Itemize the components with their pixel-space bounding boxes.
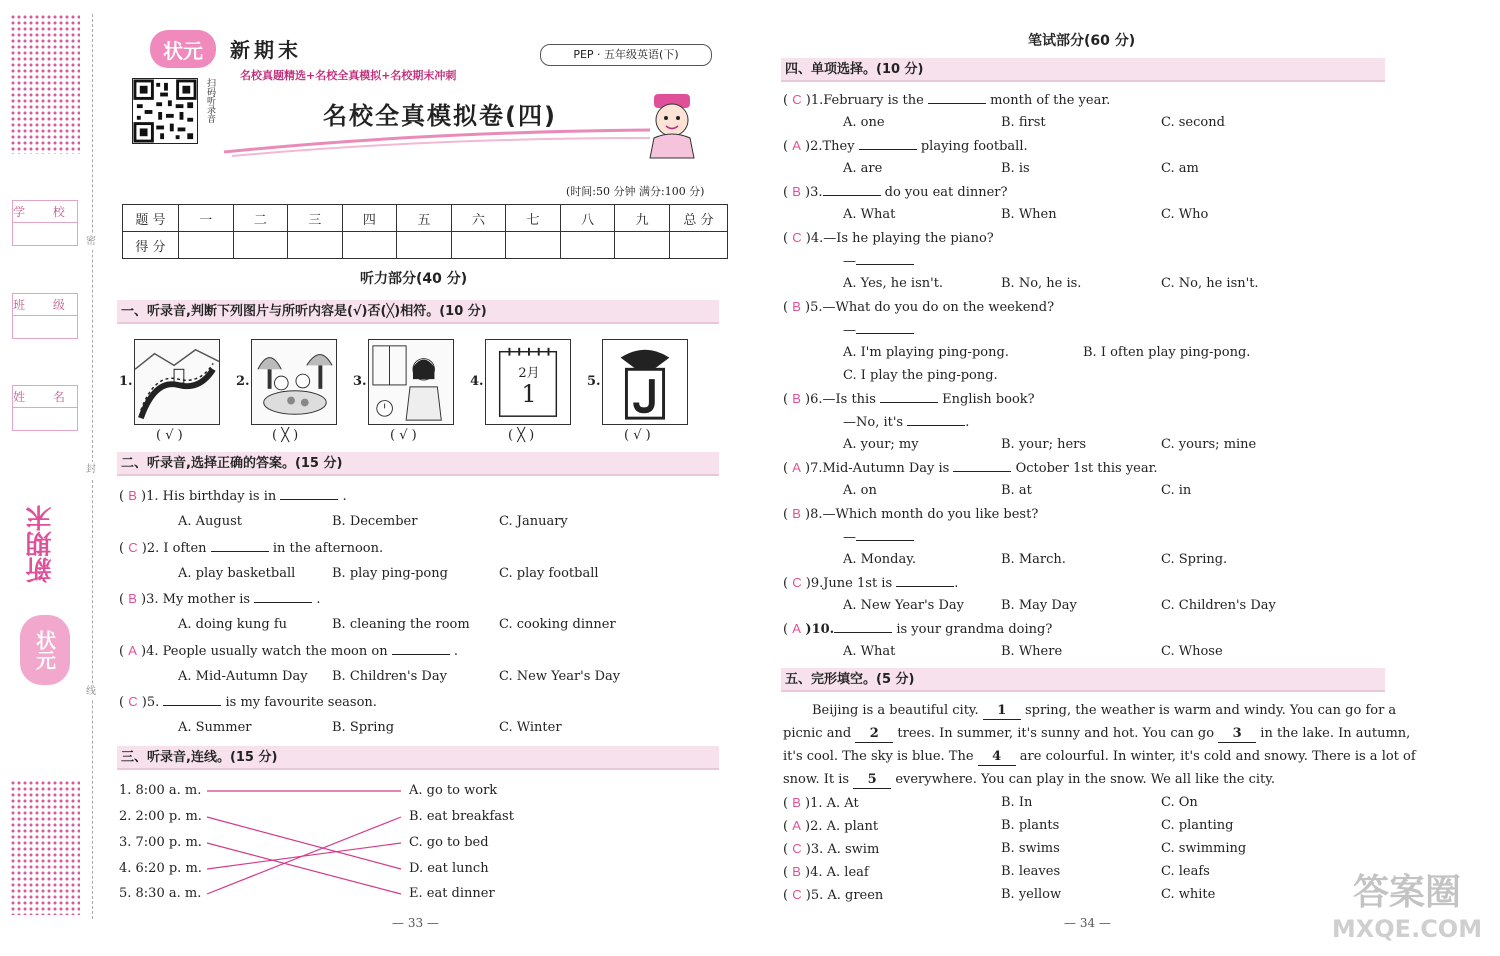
question-line bbox=[843, 414, 969, 431]
score-header-cell: 八 bbox=[560, 205, 615, 232]
question-stem bbox=[783, 391, 1035, 408]
question-stem bbox=[783, 460, 1158, 477]
option: A. At bbox=[826, 796, 859, 811]
pic-number: 2. bbox=[236, 374, 250, 389]
score-header-cell: 题 号 bbox=[123, 205, 179, 232]
answer-paren: ( bbox=[783, 819, 793, 834]
answer-choice: C bbox=[792, 841, 802, 856]
seal-mark-mi: 密 bbox=[86, 234, 96, 250]
question-number: )2. bbox=[137, 540, 164, 556]
seal-mark-xian: 线 bbox=[86, 684, 96, 700]
option: A. doing kung fu bbox=[178, 617, 288, 632]
option: C. On bbox=[1161, 795, 1198, 810]
passage-text: it's cool. The sky is blue. The bbox=[783, 749, 978, 764]
answer-paren: ( bbox=[119, 592, 129, 607]
option: B. March. bbox=[1001, 552, 1066, 567]
answer-choice: C bbox=[128, 539, 138, 555]
question-text: —Is this bbox=[822, 392, 880, 407]
activity-item: A. go to work bbox=[409, 783, 498, 798]
match-line bbox=[207, 817, 401, 869]
question-number: )9. bbox=[801, 576, 824, 591]
passage-line bbox=[783, 726, 1410, 743]
question-number: )3. bbox=[801, 842, 828, 857]
question-stem bbox=[783, 299, 1054, 316]
question-text: month of the year. bbox=[985, 93, 1111, 108]
option: A. Yes, he isn't. bbox=[843, 276, 944, 291]
question-text: His birthday is in bbox=[162, 489, 281, 504]
option: C. cooking dinner bbox=[499, 617, 616, 632]
watermark-top-text: 答案圈 bbox=[1352, 872, 1461, 913]
answer-choice: B bbox=[792, 795, 801, 810]
pic-answer: ( √ ) bbox=[624, 428, 651, 443]
question-text: —No, it's bbox=[843, 415, 908, 430]
activity-item: C. go to bed bbox=[409, 835, 489, 850]
question-text: English book? bbox=[938, 392, 1035, 407]
option: B. When bbox=[1001, 207, 1057, 222]
answer-paren: ( bbox=[783, 507, 793, 522]
scan-hint: 扫码听录音 bbox=[205, 78, 215, 123]
section1-title: 一、听录音,判断下列图片与所听内容是(√)否(╳)相符。(10 分) bbox=[117, 300, 719, 324]
question-stem bbox=[783, 92, 1110, 109]
answer-choice: C bbox=[792, 575, 802, 590]
option: B. plants bbox=[1001, 818, 1060, 833]
option: B. yellow bbox=[1001, 887, 1062, 902]
question-text: People usually watch the moon on bbox=[162, 643, 392, 659]
answer-blank[interactable] bbox=[823, 184, 881, 196]
answer-blank[interactable] bbox=[928, 92, 986, 104]
cloze-blank[interactable]: 5 bbox=[853, 772, 891, 789]
answer-paren: ( bbox=[119, 695, 129, 710]
time-item: 5. 8:30 a. m. bbox=[119, 886, 202, 901]
question-line bbox=[843, 322, 914, 339]
answer-choice: C bbox=[792, 230, 802, 245]
question-number: )3. bbox=[136, 592, 163, 607]
option: A. your; my bbox=[843, 437, 919, 452]
option: B. May Day bbox=[1001, 598, 1077, 613]
answer-choice: B bbox=[792, 299, 801, 314]
option: C. in bbox=[1161, 483, 1192, 498]
answer-paren: ( bbox=[783, 93, 793, 108]
pic-number: 5. bbox=[587, 374, 601, 389]
side-logo-text: 状元 bbox=[32, 630, 57, 670]
option: C. New Year's Day bbox=[499, 668, 621, 684]
time-item: 1. 8:00 a. m. bbox=[119, 783, 202, 798]
question-text: My mother is bbox=[162, 592, 255, 607]
answer-paren: ( bbox=[783, 888, 793, 903]
passage-line bbox=[783, 749, 1416, 766]
cloze-blank[interactable]: 4 bbox=[978, 749, 1016, 766]
page-number-right: — 34 — bbox=[1064, 916, 1111, 930]
question-text: June 1st is bbox=[823, 576, 897, 591]
question-stem bbox=[783, 138, 1028, 155]
answer-paren: ( bbox=[783, 576, 793, 591]
option: A. Mid-Autumn Day bbox=[178, 668, 308, 684]
pic-answer: ( ╳ ) bbox=[508, 428, 535, 443]
time-item: 3. 7:00 p. m. bbox=[119, 835, 202, 850]
option: A. green bbox=[827, 888, 884, 903]
written-part-title: 笔试部分(60 分) bbox=[1028, 33, 1136, 49]
question-text: playing football. bbox=[916, 139, 1028, 154]
answer-paren: ( bbox=[783, 185, 793, 200]
passage-text: Beijing is a beautiful city. bbox=[812, 703, 983, 718]
option: A. on bbox=[843, 483, 877, 498]
answer-choice: B bbox=[792, 391, 801, 406]
pic-answer: ( √ ) bbox=[156, 428, 183, 443]
answer-paren: ( bbox=[783, 139, 793, 154]
option: C. leafs bbox=[1161, 864, 1210, 879]
answer-paren: ( bbox=[783, 842, 793, 857]
answer-paren: ( bbox=[783, 796, 793, 811]
score-header-cell: 三 bbox=[288, 205, 343, 232]
option: C. Who bbox=[1161, 207, 1209, 222]
question-text: in the afternoon. bbox=[268, 540, 384, 556]
listening-part-title: 听力部分(40 分) bbox=[360, 271, 468, 287]
option: A. New Year's Day bbox=[843, 598, 964, 613]
passage-text: trees. In summer, it's sunny and hot. You can go bbox=[893, 726, 1219, 741]
answer-paren: ( bbox=[119, 540, 129, 556]
cloze-blank[interactable]: 2 bbox=[855, 726, 893, 743]
option: C. play football bbox=[499, 565, 599, 581]
answer-blank[interactable] bbox=[907, 414, 965, 426]
question-number: )4. bbox=[136, 643, 163, 659]
answer-paren: ( bbox=[783, 461, 793, 476]
question-number: )5. bbox=[801, 888, 828, 903]
answer-paren: ( bbox=[783, 231, 793, 246]
option: C. yours; mine bbox=[1161, 437, 1257, 452]
passage-text: in the lake. In autumn, bbox=[1256, 726, 1411, 741]
option: B. I often play ping-pong. bbox=[1083, 345, 1251, 360]
option: C. January bbox=[499, 514, 568, 529]
answer-choice: C bbox=[792, 92, 802, 107]
score-header-cell: 五 bbox=[397, 205, 452, 232]
question-text: . bbox=[449, 643, 458, 659]
section4-title: 四、单项选择。(10 分) bbox=[781, 58, 1385, 82]
score-row-label: 得 分 bbox=[123, 232, 179, 259]
option: B. In bbox=[1001, 795, 1033, 810]
time-info: (时间:50 分钟 满分:100 分) bbox=[566, 185, 705, 198]
question-text: — bbox=[843, 323, 856, 338]
answer-choice: A bbox=[128, 642, 137, 658]
section5-title: 五、完形填空。(5 分) bbox=[781, 668, 1385, 692]
series-subtitle: 名校真题精选+名校全真模拟+名校期末冲刺 bbox=[240, 69, 457, 82]
option: B. Spring bbox=[332, 720, 395, 735]
question-stem bbox=[783, 506, 1038, 523]
option: C. Whose bbox=[1161, 644, 1223, 659]
option: A. plant bbox=[826, 819, 879, 834]
question-text: — bbox=[843, 254, 856, 269]
answer-choice: C bbox=[128, 694, 138, 709]
passage-line bbox=[783, 772, 1275, 789]
answer-blank[interactable] bbox=[880, 391, 938, 403]
question-number: )4. bbox=[801, 231, 824, 246]
question-text: I often bbox=[163, 540, 211, 556]
score-header-cell: 九 bbox=[615, 205, 670, 232]
passage-text: snow. It is bbox=[783, 772, 854, 787]
match-line bbox=[207, 843, 401, 894]
option: A. Summer bbox=[178, 720, 252, 735]
question-number: )5. bbox=[137, 695, 164, 710]
answer-paren: ( bbox=[783, 622, 793, 637]
option: B. at bbox=[1001, 483, 1032, 498]
score-header-cell: 六 bbox=[451, 205, 506, 232]
question-number: )5. bbox=[800, 300, 823, 315]
option: C. second bbox=[1161, 115, 1225, 130]
pic-number: 1. bbox=[119, 374, 133, 389]
passage-text: are colourful. In winter, it's cold and snowy. There is a lot of bbox=[1015, 749, 1416, 764]
cloze-question bbox=[783, 818, 878, 835]
answer-choice: B bbox=[792, 506, 801, 521]
passage-text: everywhere. You can play in the snow. We all like the city. bbox=[891, 772, 1275, 787]
answer-choice: B bbox=[792, 184, 801, 199]
question-number: )3. bbox=[800, 185, 823, 200]
option: C. swimming bbox=[1161, 841, 1247, 856]
activity-item: D. eat lunch bbox=[409, 861, 489, 876]
answer-blank[interactable] bbox=[856, 529, 914, 541]
class-label: 班 级 bbox=[13, 294, 77, 316]
logo-text: 状元 bbox=[163, 38, 203, 63]
answer-choice: A bbox=[792, 818, 801, 833]
answer-blank[interactable] bbox=[859, 138, 917, 150]
option: C. Spring. bbox=[1161, 552, 1228, 567]
option: A. What bbox=[843, 644, 896, 659]
time-item: 2. 2:00 p. m. bbox=[119, 809, 202, 824]
watermark-bottom-text: MXQE.COM bbox=[1331, 915, 1483, 943]
activity-item: E. eat dinner bbox=[409, 886, 495, 901]
answer-paren: ( bbox=[119, 489, 129, 504]
question-text: Mid-Autumn Day is bbox=[822, 461, 954, 476]
cloze-blank[interactable]: 3 bbox=[1218, 726, 1256, 743]
option: A. swim bbox=[827, 842, 880, 857]
question-number: )6. bbox=[800, 392, 823, 407]
answer-blank[interactable] bbox=[856, 322, 914, 334]
question-number: )2. bbox=[800, 819, 827, 834]
answer-choice: B bbox=[792, 864, 801, 879]
question-text: is your grandma doing? bbox=[892, 622, 1053, 637]
option: C. I play the ping-pong. bbox=[843, 368, 998, 383]
option: B. Where bbox=[1001, 644, 1063, 659]
cloze-question bbox=[783, 841, 879, 858]
answer-choice: A bbox=[792, 460, 801, 475]
answer-paren: ( bbox=[783, 392, 793, 407]
score-header-cell: 二 bbox=[233, 205, 288, 232]
question-line bbox=[843, 529, 914, 546]
option: B. No, he is. bbox=[1001, 276, 1082, 291]
option: A. I'm playing ping-pong. bbox=[843, 345, 1009, 360]
pic-number: 3. bbox=[353, 374, 367, 389]
question-number: )1. bbox=[800, 796, 827, 811]
question-text: February is the bbox=[823, 93, 928, 108]
question-text: . bbox=[338, 489, 347, 504]
brand-title: 新期末 bbox=[230, 38, 302, 62]
option: C. white bbox=[1161, 887, 1216, 902]
question-text: . bbox=[954, 576, 959, 591]
answer-choice: B bbox=[128, 591, 137, 606]
question-stem bbox=[783, 230, 994, 247]
option: A. leaf bbox=[826, 865, 869, 880]
passage-line bbox=[812, 703, 1396, 720]
question-text: do you eat dinner? bbox=[880, 185, 1008, 200]
activity-item: B. eat breakfast bbox=[409, 809, 514, 824]
answer-blank[interactable] bbox=[896, 575, 954, 587]
question-number: )2. bbox=[800, 139, 823, 154]
match-line bbox=[207, 817, 401, 894]
question-text: October 1st this year. bbox=[1011, 461, 1158, 476]
answer-blank[interactable] bbox=[856, 253, 914, 265]
question-text: —Is he playing the piano? bbox=[823, 231, 994, 246]
option: A. August bbox=[178, 514, 243, 529]
cloze-question bbox=[783, 795, 859, 812]
page-number-left: — 33 — bbox=[392, 916, 439, 930]
question-number: )7. bbox=[800, 461, 823, 476]
exam-title: 名校全真模拟卷(四) bbox=[323, 102, 557, 130]
option: A. What bbox=[843, 207, 896, 222]
answer-choice: A bbox=[792, 138, 801, 153]
option: C. am bbox=[1161, 161, 1199, 176]
question-text: . bbox=[312, 592, 321, 607]
pic-number: 4. bbox=[470, 374, 484, 389]
score-header-cell: 七 bbox=[506, 205, 561, 232]
option: A. are bbox=[843, 161, 883, 176]
option: B. is bbox=[1001, 161, 1030, 176]
answer-blank[interactable] bbox=[834, 621, 892, 633]
section2-title: 二、听录音,选择正确的答案。(15 分) bbox=[117, 452, 719, 476]
score-header-cell: 总 分 bbox=[670, 205, 728, 232]
option: C. Children's Day bbox=[1161, 598, 1276, 613]
calendar-month: 2月 bbox=[518, 366, 540, 381]
question-stem bbox=[783, 621, 1052, 638]
answer-paren: ( bbox=[119, 643, 129, 659]
time-item: 4. 6:20 p. m. bbox=[119, 861, 202, 876]
answer-choice: C bbox=[792, 887, 802, 902]
answer-paren: ( bbox=[783, 865, 793, 880]
option: B. swims bbox=[1001, 841, 1060, 856]
cloze-blank[interactable]: 1 bbox=[983, 703, 1021, 720]
option: B. Children's Day bbox=[332, 668, 447, 684]
option: A. one bbox=[843, 115, 885, 130]
question-number: )10. bbox=[800, 622, 835, 637]
side-brand-title: 新期末 bbox=[26, 505, 56, 583]
option: B. first bbox=[1001, 115, 1046, 130]
question-number: )1. bbox=[136, 489, 163, 504]
passage-text: spring, the weather is warm and windy. You can go for a bbox=[1020, 703, 1397, 718]
question-text: . bbox=[965, 415, 970, 430]
option: A. play basketball bbox=[178, 565, 296, 581]
option: B. play ping-pong bbox=[332, 565, 448, 581]
question-number: )4. bbox=[800, 865, 827, 880]
score-header-cell: 一 bbox=[179, 205, 234, 232]
pic-answer: ( √ ) bbox=[390, 428, 417, 443]
seal-mark-feng: 封 bbox=[86, 462, 96, 478]
question-number: )1. bbox=[801, 93, 824, 108]
watermark-logo bbox=[1322, 864, 1492, 950]
pic-answer: ( ╳ ) bbox=[272, 428, 299, 443]
school-label: 学 校 bbox=[13, 201, 77, 223]
calendar-day: 1 bbox=[521, 380, 537, 408]
section3-title: 三、听录音,连线。(15 分) bbox=[117, 746, 719, 770]
answer-paren: ( bbox=[783, 300, 793, 315]
option: B. leaves bbox=[1001, 864, 1061, 879]
option: C. No, he isn't. bbox=[1161, 276, 1259, 291]
answer-blank[interactable] bbox=[953, 460, 1011, 472]
question-number: )8. bbox=[800, 507, 823, 522]
score-header-cell: 四 bbox=[342, 205, 397, 232]
question-text: — bbox=[843, 530, 856, 545]
option: C. planting bbox=[1161, 818, 1234, 833]
cloze-question bbox=[783, 864, 869, 881]
answer-choice: B bbox=[128, 488, 137, 503]
question-text: They bbox=[822, 139, 859, 154]
option: A. Monday. bbox=[843, 552, 916, 567]
question-text: —What do you do on the weekend? bbox=[822, 300, 1055, 315]
option: B. your; hers bbox=[1001, 437, 1087, 452]
question-stem bbox=[783, 575, 958, 592]
name-label: 姓 名 bbox=[13, 386, 77, 408]
answer-choice: A bbox=[792, 621, 801, 636]
question-stem bbox=[783, 184, 1008, 201]
cloze-question bbox=[783, 887, 883, 904]
option: B. cleaning the room bbox=[332, 617, 470, 632]
option: B. December bbox=[332, 514, 418, 529]
option: C. Winter bbox=[499, 720, 562, 735]
passage-text: picnic and bbox=[783, 726, 856, 741]
badge: PEP · 五年级英语(下) bbox=[540, 44, 712, 66]
question-text: —Which month do you like best? bbox=[822, 507, 1039, 522]
question-text: is my favourite season. bbox=[221, 695, 377, 710]
question-line bbox=[843, 253, 914, 270]
